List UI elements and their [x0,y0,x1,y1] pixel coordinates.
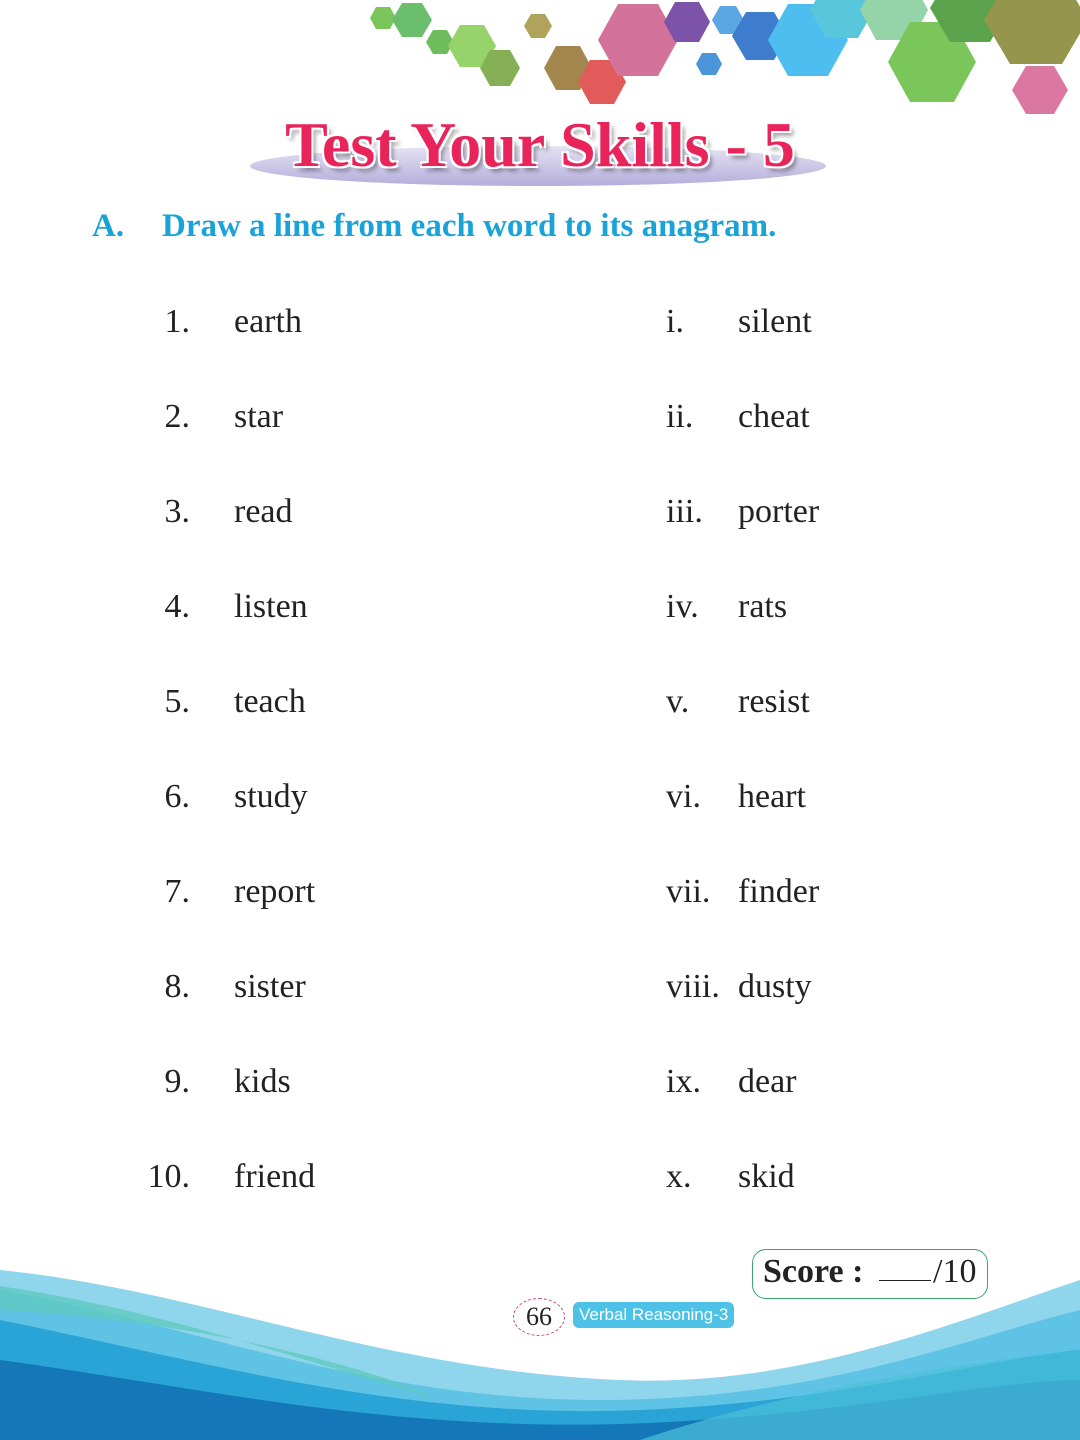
left-item-number: 10. [147,1158,190,1195]
left-item-word: read [234,493,293,530]
right-item-word: porter [738,493,820,530]
right-item-word: silent [738,303,812,340]
left-item-word: kids [234,1063,291,1100]
book-title-tag: Verbal Reasoning-3 [573,1302,734,1328]
left-item-word: listen [234,588,308,625]
score-total: /10 [933,1253,977,1290]
list-row [0,398,1080,448]
page-number: 66 [513,1298,565,1336]
list-row [0,1158,1080,1208]
left-item-number: 6. [164,778,190,815]
right-item-word: finder [738,873,820,910]
list-row [0,1063,1080,1113]
title-banner [250,108,830,198]
right-item-number: ix. [666,1063,701,1100]
left-item-word: star [234,398,284,435]
left-item-word: sister [234,968,306,1005]
page-title: Test Your Skills - 5 [285,109,795,180]
right-item-number: vi. [666,778,701,815]
question-letter: A. [92,208,125,244]
left-item-word: teach [234,683,306,720]
right-item-word: cheat [738,398,810,435]
left-item-word: report [234,873,316,910]
left-item-number: 8. [164,968,190,1005]
left-item-word: study [234,778,308,815]
left-item-number: 7. [164,873,190,910]
right-item-number: i. [666,303,684,340]
right-item-number: x. [666,1158,692,1195]
right-item-word: dusty [738,968,812,1005]
list-row [0,493,1080,543]
question-instruction: Draw a line from each word to its anagram. [162,208,777,244]
list-row [0,968,1080,1018]
score-label: Score : [763,1253,864,1290]
list-row [0,588,1080,638]
right-item-word: heart [738,778,806,815]
left-item-number: 9. [164,1063,190,1100]
left-item-number: 4. [164,588,190,625]
right-item-number: viii. [666,968,720,1005]
left-item-number: 2. [164,398,190,435]
right-item-number: v. [666,683,690,720]
left-item-number: 1. [164,303,190,340]
score-blank-line[interactable] [879,1280,931,1281]
left-item-word: earth [234,303,302,340]
list-row [0,873,1080,923]
left-item-number: 5. [164,683,190,720]
left-item-word: friend [234,1158,316,1195]
right-item-number: ii. [666,398,694,435]
left-item-number: 3. [164,493,190,530]
list-row [0,778,1080,828]
right-item-word: dear [738,1063,797,1100]
right-item-word: rats [738,588,788,625]
right-item-number: vii. [666,873,711,910]
list-row [0,303,1080,353]
list-row [0,683,1080,733]
right-item-word: resist [738,683,810,720]
right-item-number: iv. [666,588,699,625]
right-item-number: iii. [666,493,703,530]
right-item-word: skid [738,1158,795,1195]
score-box [752,1249,988,1299]
